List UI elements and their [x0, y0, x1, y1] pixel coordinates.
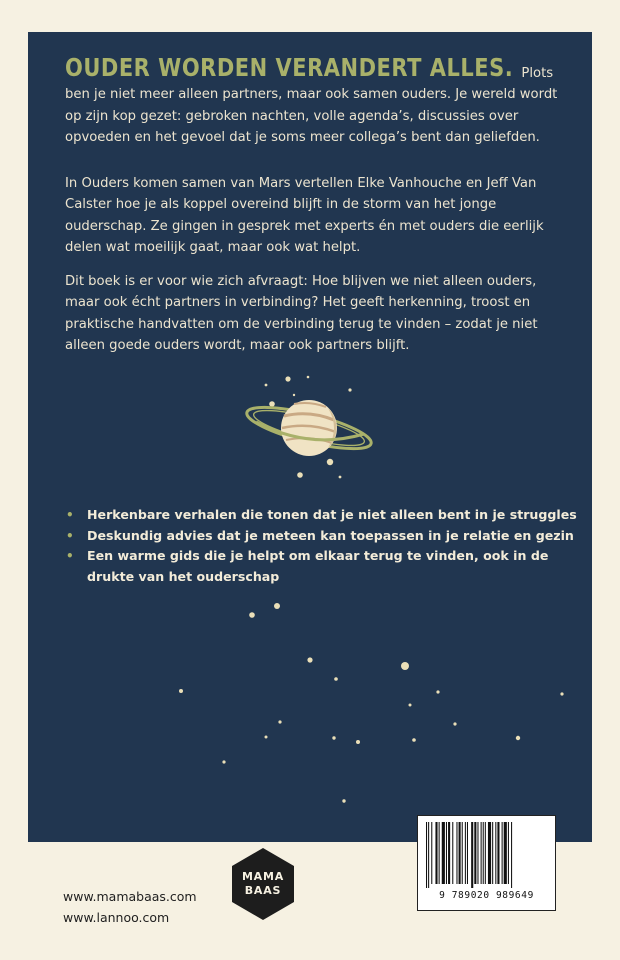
star-icon [285, 376, 290, 381]
publisher-urls [63, 887, 197, 929]
url-mamabaas[interactable]: www.mamabaas.com [63, 889, 197, 904]
url-lannoo[interactable]: www.lannoo.com [63, 909, 170, 925]
star-icon [269, 401, 275, 407]
star-icon [334, 677, 338, 681]
star-icon [307, 657, 312, 662]
purpose-paragraph: Dit boek is er voor wie zich afvraagt: Hoe blijven we niet alleen ouders, maar ook écht partners in verbinding? Het geeft herkenning, troost en praktische handvatten om de verbinding terug te vinden – zodat je niet alleen goede ouders wordt, maar ook partners blijft. [65, 274, 538, 353]
star-icon [297, 472, 303, 478]
star-icon [293, 394, 295, 396]
back-cover-panel [28, 32, 592, 842]
authors-paragraph: In Ouders komen samen van Mars vertellen Elke Vanhouche en Jeff Van Calster hoe je als koppel overeind blijft in de storm van het jonge ouderschap. Ze gingen in gesprek met experts én met ouders die eerlijk delen wat moeilijk gaat, maar ook wat helpt. [65, 176, 544, 255]
star-icon [332, 736, 335, 739]
star-icon [265, 384, 268, 387]
star-icon [249, 612, 255, 618]
planet-icon [244, 399, 375, 457]
star-icon [401, 662, 409, 670]
star-icon [436, 690, 439, 693]
star-icon [412, 738, 416, 742]
barcode-icon [426, 822, 547, 888]
star-icon [327, 459, 333, 465]
space-illustration [28, 32, 592, 842]
star-icon [339, 476, 342, 479]
star-icon [342, 799, 345, 802]
star-icon [179, 689, 183, 693]
star-icon [409, 704, 412, 707]
star-icon [560, 692, 563, 695]
star-icon [516, 736, 520, 740]
highlight-item: • Herkenbare verhalen die tonen dat je niet alleen bent in je struggles [66, 505, 586, 526]
star-icon [278, 720, 281, 723]
logo-line-2: BAAS [244, 884, 282, 897]
highlight-item: • Een warme gids die je helpt om elkaar terug te vinden, ook in de drukte van het ouderschap [66, 546, 586, 587]
intro-text: Plots ben je niet meer alleen partners, maar ook samen ouders. Je wereld wordt op zijn kop gezet: gebroken nachten, volle agenda’s, discussies over opvoeden en het gevoel dat je soms meer collega’s bent dan geliefden. [65, 66, 558, 145]
isbn-number: 9 789020 989649 [439, 890, 534, 901]
star-icon [265, 736, 268, 739]
star-icon [348, 388, 351, 391]
star-icon [356, 740, 360, 744]
star-icon [274, 603, 280, 609]
headline: OUDER WORDEN VERANDERT ALLES. [65, 53, 514, 83]
highlights-list [66, 505, 586, 587]
star-icon [453, 722, 456, 725]
mama-baas-logo [232, 848, 294, 924]
highlight-item: • Deskundig advies dat je meteen kan toepassen in je relatie en gezin [66, 526, 586, 547]
intro-paragraph [65, 53, 565, 148]
isbn-barcode [417, 815, 556, 911]
star-icon [307, 376, 310, 379]
star-icon [222, 760, 225, 763]
logo-line-1: MAMA [241, 870, 285, 883]
